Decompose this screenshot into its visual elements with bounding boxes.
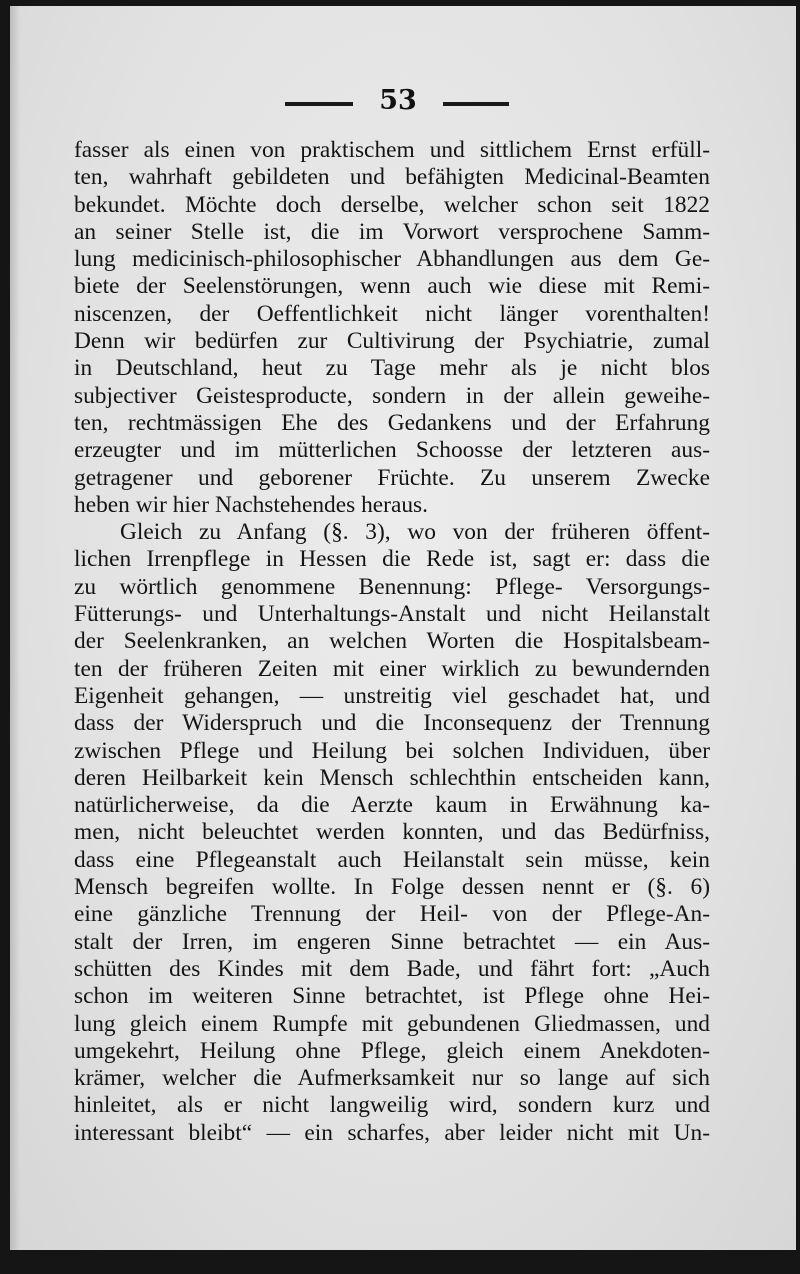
text-line: Denn wir bedürfen zur Cultivirung der Psychiatrie, zumal	[74, 328, 710, 355]
text-line: deren Heilbarkeit kein Mensch schlechthin entscheiden kann,	[74, 764, 710, 791]
text-line: der Seelenkranken, an welchen Worten die Hospitalsbeam-	[74, 628, 710, 655]
text-line: niscenzen, der Oeffentlichkeit nicht länger vorenthalten!	[74, 300, 710, 327]
text-line: bekundet. Möchte doch derselbe, welcher schon seit 1822	[74, 191, 710, 218]
text-line: in Deutschland, heut zu Tage mehr als je nicht blos	[74, 355, 710, 382]
text-line: krämer, welcher die Aufmerksamkeit nur so lange auf sich	[74, 1065, 710, 1092]
text-line: ten, rechtmässigen Ehe des Gedankens und der Erfahrung	[74, 409, 710, 436]
text-line: interessant bleibt“ — ein scharfes, aber leider nicht mit Un-	[74, 1119, 710, 1146]
text-line: lung medicinisch-philosophischer Abhandlungen aus dem Ge-	[74, 246, 710, 273]
text-line: an seiner Stelle ist, die im Vorwort versprochene Samm-	[74, 218, 710, 245]
header-rule-right	[443, 102, 509, 106]
text-line: lung gleich einem Rumpfe mit gebundenen Gliedmassen, und	[74, 1010, 710, 1037]
text-line: dass eine Pflegeanstalt auch Heilanstalt sein müsse, kein	[74, 846, 710, 873]
text-line: Mensch begreifen wollte. In Folge dessen nennt er (§. 6)	[74, 874, 710, 901]
text-line: getragener und geborener Früchte. Zu unserem Zwecke	[74, 464, 710, 491]
text-line: zu wörtlich genommene Benennung: Pflege- Versorgungs-	[74, 573, 710, 600]
text-line: subjectiver Geistesproducte, sondern in der allein geweihe-	[74, 382, 710, 409]
text-line: Fütterungs- und Unterhaltungs-Anstalt und nicht Heilanstalt	[74, 601, 710, 628]
header-rule-left	[285, 102, 353, 106]
text-line: biete der Seelenstörungen, wenn auch wie diese mit Remi-	[74, 273, 710, 300]
text-line: lichen Irrenpflege in Hessen die Rede ist, sagt er: dass die	[74, 546, 710, 573]
text-line: fasser als einen von praktischem und sittlichem Ernst erfüll-	[74, 137, 710, 163]
text-line: Eigenheit gehangen, — unstreitig viel geschadet hat, und	[74, 682, 710, 709]
text-line: natürlicherweise, da die Aerzte kaum in Erwähnung ka-	[74, 792, 710, 819]
text-line: ten der früheren Zeiten mit einer wirklich zu bewundernden	[74, 655, 710, 682]
page-edge-shadow	[10, 6, 20, 1250]
paragraph-end-line: heben wir hier Nachstehendes heraus.	[74, 491, 428, 518]
page-number: 53	[379, 85, 417, 116]
text-line: dass der Widerspruch und die Inconsequenz der Trennung	[74, 710, 710, 737]
text-line: erzeugter und im mütterlichen Schoosse der letzteren aus-	[74, 437, 710, 464]
text-line: ten, wahrhaft gebildeten und befähigten Medicinal-Beamten	[74, 164, 710, 191]
text-line: stalt der Irren, im engeren Sinne betrachtet — ein Aus-	[74, 928, 710, 955]
text-line: zwischen Pflege und Heilung bei solchen Individuen, über	[74, 737, 710, 764]
text-line: schon im weiteren Sinne betrachtet, ist Pflege ohne Hei-	[74, 983, 710, 1010]
text-line: hinleitet, als er nicht langweilig wird, sondern kurz und	[74, 1092, 710, 1119]
paragraph-first-line: Gleich zu Anfang (§. 3), wo von der früheren öffent-	[120, 519, 710, 546]
page-header	[10, 84, 796, 118]
book-page	[10, 6, 796, 1250]
text-line: eine gänzliche Trennung der Heil- von der Pflege-An-	[74, 901, 710, 928]
text-line: men, nicht beleuchtet werden konnten, und das Bedürfniss,	[74, 819, 710, 846]
text-line: umgekehrt, Heilung ohne Pflege, gleich einem Anekdoten-	[74, 1037, 710, 1064]
body-text	[74, 137, 710, 1147]
text-line: schütten des Kindes mit dem Bade, und fährt fort: „Auch	[74, 955, 710, 982]
